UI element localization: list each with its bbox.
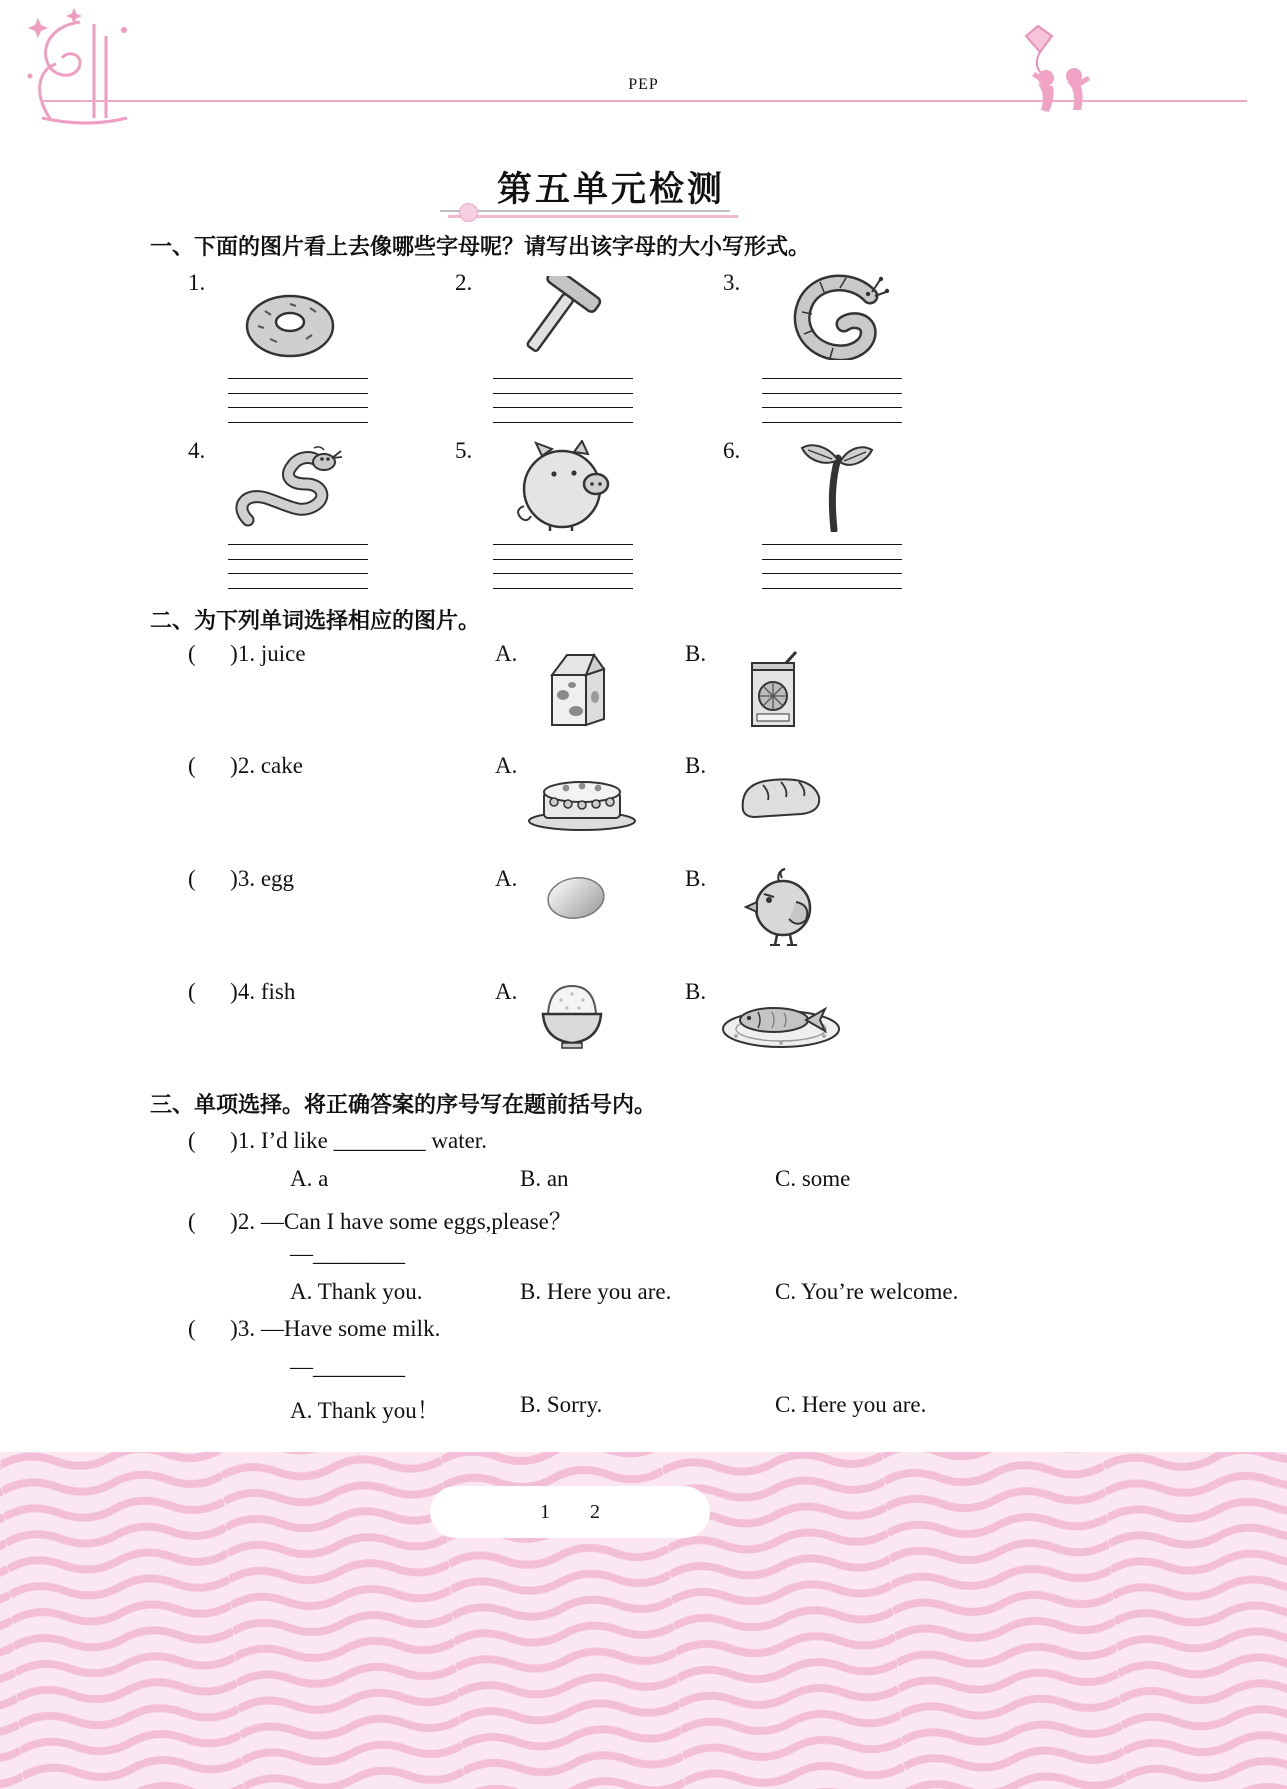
item-number: 4.	[188, 438, 206, 463]
writing-lines	[762, 378, 902, 436]
option-b-label: B.	[685, 753, 707, 778]
flourish-stars-icon	[22, 6, 142, 126]
edition-label: PEP	[628, 76, 659, 93]
hammer-icon	[510, 276, 605, 364]
sprout-icon	[798, 440, 876, 532]
answer-bracket: ( )	[188, 1316, 238, 1341]
writing-lines	[228, 378, 368, 436]
item-number: 2.	[455, 270, 473, 295]
writing-lines	[762, 544, 902, 602]
juice-box-icon	[742, 650, 806, 732]
snake-icon	[232, 444, 347, 532]
option-b-label: B.	[685, 979, 707, 1004]
page-number: 2	[590, 1500, 600, 1523]
writing-lines	[493, 544, 633, 602]
option-b-label: B.	[685, 866, 707, 891]
item-number: 3.	[723, 270, 741, 295]
section1-heading: 一、下面的图片看上去像哪些字母呢？请写出该字母的大小写形式。	[150, 234, 811, 259]
answer-bracket: ( )	[188, 1128, 238, 1153]
page-number-bar	[430, 1486, 710, 1538]
donut-icon	[240, 286, 340, 364]
section3-heading: 三、单项选择。将正确答案的序号写在题前括号内。	[150, 1092, 657, 1117]
item-number: 5.	[455, 438, 473, 463]
option-c: C. You’re welcome.	[775, 1279, 959, 1304]
page-number: 1	[540, 1500, 550, 1523]
writing-lines	[493, 378, 633, 436]
question-stem: ( )3. —Have some milk.	[188, 1316, 441, 1341]
fish-plate-icon	[720, 988, 842, 1050]
caterpillar-icon	[790, 272, 890, 360]
question-label: ( )4. fish	[188, 979, 296, 1004]
question-stem: ( )2. —Can I have some eggs,please？	[188, 1209, 572, 1234]
item-number: 6.	[723, 438, 741, 463]
chick-icon	[744, 856, 818, 948]
writing-lines	[228, 544, 368, 602]
option-a-label: A.	[495, 641, 518, 666]
option-b-label: B.	[685, 641, 707, 666]
option-c: C. Here you are.	[775, 1392, 927, 1417]
section2-heading: 二、为下列单词选择相应的图片。	[150, 608, 481, 633]
answer-bracket: ( )	[188, 641, 238, 666]
answer-bracket: ( )	[188, 979, 238, 1004]
pig-icon	[512, 440, 617, 532]
option-b: B. Here you are.	[520, 1279, 672, 1304]
answer-bracket: ( )	[188, 866, 238, 891]
option-c: C. some	[775, 1166, 851, 1191]
cake-icon	[527, 758, 637, 832]
answer-bracket: ( )	[188, 1209, 238, 1234]
question-label: ( )1. juice	[188, 641, 306, 666]
underline-dot-icon	[459, 203, 478, 222]
reply-blank: —________	[290, 1354, 405, 1379]
option-b: B. an	[520, 1166, 569, 1191]
answer-bracket: ( )	[188, 753, 238, 778]
rice-bowl-icon	[537, 978, 607, 1052]
reply-blank: —________	[290, 1241, 405, 1266]
option-b: B. Sorry.	[520, 1392, 603, 1417]
question-label: ( )3. egg	[188, 866, 295, 891]
item-number: 1.	[188, 270, 206, 295]
page-title: 第五单元检测	[497, 170, 726, 209]
option-a-label: A.	[495, 753, 518, 778]
option-a-label: A.	[495, 866, 518, 891]
option-a-label: A.	[495, 979, 518, 1004]
bread-icon	[735, 770, 825, 822]
milk-carton-icon	[540, 645, 614, 731]
option-a: A. a	[290, 1166, 329, 1191]
egg-icon	[545, 874, 607, 922]
option-a: A. Thank you！	[290, 1398, 440, 1423]
question-stem: ( )1. I’d like ________ water.	[188, 1128, 487, 1153]
question-label: ( )2. cake	[188, 753, 303, 778]
kite-kids-icon	[1000, 22, 1110, 114]
option-a: A. Thank you.	[290, 1279, 423, 1304]
